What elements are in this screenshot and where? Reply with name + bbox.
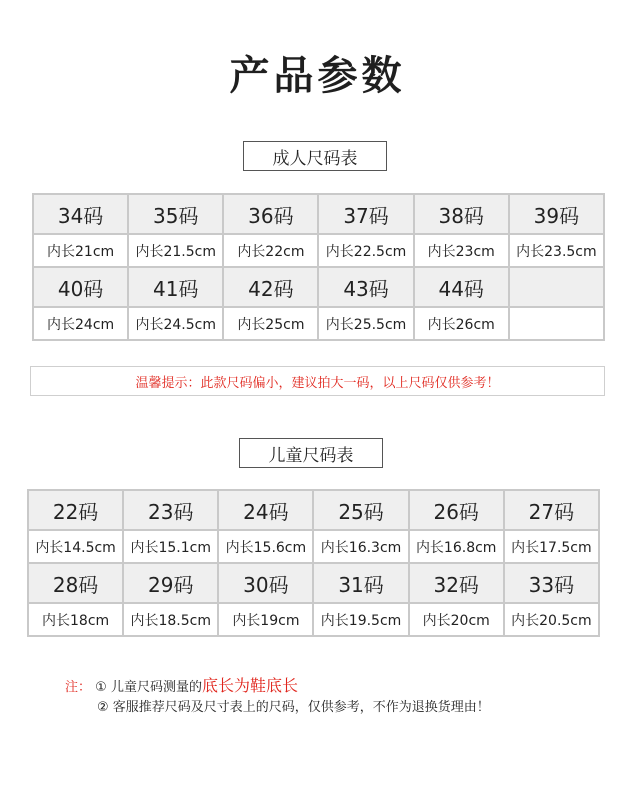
size-cell: 32码 [409, 563, 504, 603]
length-cell: 内长22.5cm [318, 234, 413, 267]
table-row [28, 603, 599, 636]
length-cell: 内长22cm [223, 234, 318, 267]
child-size-chart-label: 儿童尺码表 [239, 438, 383, 468]
length-cell: 内长26cm [414, 307, 509, 340]
size-cell: 39码 [509, 194, 604, 234]
length-cell: 内长18cm [28, 603, 123, 636]
size-cell: 30码 [218, 563, 313, 603]
length-cell: 内长15.6cm [218, 530, 313, 563]
note-line-2 [97, 696, 490, 715]
size-cell: 34码 [33, 194, 128, 234]
table-row [33, 307, 604, 340]
size-cell: 40码 [33, 267, 128, 307]
child-size-table [27, 489, 600, 637]
note-1-text: ① 儿童尺码测量的 [95, 680, 202, 695]
note-line-1 [65, 673, 298, 696]
size-cell: 29码 [123, 563, 218, 603]
length-cell: 内长25.5cm [318, 307, 413, 340]
size-cell: 42码 [223, 267, 318, 307]
size-cell: 35码 [128, 194, 223, 234]
size-cell: 28码 [28, 563, 123, 603]
page-title: 产品参数 [229, 53, 406, 99]
note-2-text: ② 客服推荐尺码及尺寸表上的尺码，仅供参考，不作为退换货理由！ [97, 700, 490, 715]
table-row [33, 267, 604, 307]
length-cell: 内长15.1cm [123, 530, 218, 563]
table-row [28, 563, 599, 603]
size-cell: 24码 [218, 490, 313, 530]
length-cell: 内长23.5cm [509, 234, 604, 267]
length-cell: 内长21cm [33, 234, 128, 267]
size-cell: 27码 [504, 490, 599, 530]
table-row [28, 490, 599, 530]
size-cell: 23码 [123, 490, 218, 530]
length-cell: 内长19.5cm [313, 603, 408, 636]
size-cell: 26码 [409, 490, 504, 530]
size-cell: 37码 [318, 194, 413, 234]
size-cell: 38码 [414, 194, 509, 234]
empty-cell [509, 307, 604, 340]
length-cell: 内长24cm [33, 307, 128, 340]
length-cell: 内长24.5cm [128, 307, 223, 340]
size-cell: 43码 [318, 267, 413, 307]
length-cell: 内长20.5cm [504, 603, 599, 636]
note-1-highlight: 底长为鞋底长 [201, 676, 298, 695]
note-prefix: 注： [65, 680, 92, 695]
length-cell: 内长20cm [409, 603, 504, 636]
length-cell: 内长17.5cm [504, 530, 599, 563]
length-cell: 内长16.3cm [313, 530, 408, 563]
table-row [28, 530, 599, 563]
length-cell: 内长25cm [223, 307, 318, 340]
size-cell: 44码 [414, 267, 509, 307]
empty-cell [509, 267, 604, 307]
table-row [33, 194, 604, 234]
table-row [33, 234, 604, 267]
adult-size-table [32, 193, 605, 341]
length-cell: 内长23cm [414, 234, 509, 267]
size-cell: 31码 [313, 563, 408, 603]
size-cell: 41码 [128, 267, 223, 307]
size-tip-banner: 温馨提示：此款尺码偏小，建议拍大一码，以上尺码仅供参考！ [30, 366, 605, 396]
adult-size-chart-label: 成人尺码表 [243, 141, 387, 171]
size-cell: 22码 [28, 490, 123, 530]
size-cell: 33码 [504, 563, 599, 603]
length-cell: 内长16.8cm [409, 530, 504, 563]
length-cell: 内长21.5cm [128, 234, 223, 267]
size-cell: 25码 [313, 490, 408, 530]
length-cell: 内长19cm [218, 603, 313, 636]
size-cell: 36码 [223, 194, 318, 234]
length-cell: 内长14.5cm [28, 530, 123, 563]
length-cell: 内长18.5cm [123, 603, 218, 636]
